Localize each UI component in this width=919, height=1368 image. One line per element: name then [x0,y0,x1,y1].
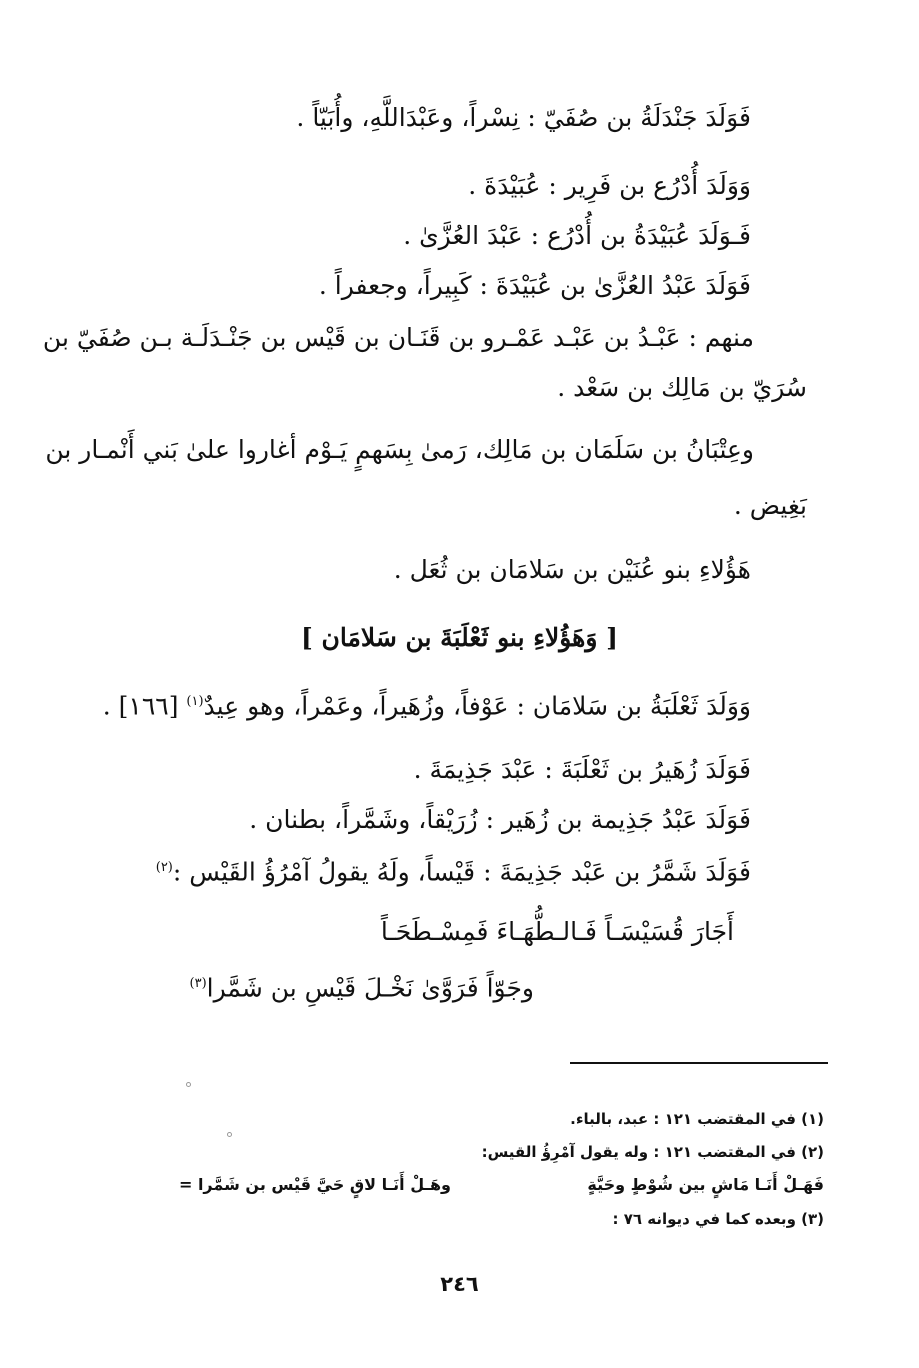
text-line-8: بَغِيض . [733,491,807,520]
verse-line-1: أَجَارَ قُسَيْسَـاً فَـالـطُّهَـاءَ فَمِسْـطَحَـاً [380,917,734,946]
text-line-7: وعِتْبَانُ بن سَلَمَان بن مَالِك، رَمىٰ بِسَهمٍ يَـوْم أغاروا علىٰ بَني أَنْمـار بن [45,435,754,464]
text-line-6: سُرَيّ بن مَالِك بن سَعْد . [557,373,807,402]
footnote-2-hemistich-1: فَهَـلْ أَنَـا مَاشٍ بين شُوْطٍ وحَيَّةٍ [587,1175,824,1194]
section-heading: [ وَهَؤُلاءِ بنو ثَعْلَبَةَ بن سَلامَان ] [301,623,618,652]
text-line-5: منهم : عَبْـدُ بن عَبْـد عَمْـرو بن قَنَـان بن قَيْس بن جَنْـدَلَـة بـن صُفَيّ بن [42,323,754,352]
footnote-separator [570,1062,828,1064]
scan-speck [227,1132,232,1137]
text-line-12: فَوَلَدَ عَبْدُ جَذِيمة بن زُهَير : زُرَيْقاً، وشَمَّراً، بطنان . [249,805,751,834]
footnote-ref-1: (١) [186,694,204,709]
verse-line-2 [190,966,535,1006]
text-line-13 [156,850,751,890]
scan-speck [186,1082,191,1087]
footnote-2-hemistich-2: وهَـلْ أَنَـا لاقٍ حَيَّ قَيْس بن شَمَّرا = [178,1175,451,1194]
text-line-13-main: فَوَلَدَ شَمَّرُ بن عَبْد جَذِيمَةَ : قَيْساً، ولَهُ يقولُ آمْرُؤُ القَيْس : [172,857,751,887]
footnote-2: (٢) في المقتضب ١٢١ : وله يقول آمْرِؤُ القيس: [481,1143,824,1161]
footnote-3: (٣) وبعده كما في ديوانه ٧٦ : [612,1210,824,1228]
text-line-10 [103,684,751,724]
verse-line-2-text: وجَوّاً فَرَوَّىٰ نَخْـلَ قَيْسِ بن شَمَّرا [206,973,534,1003]
text-line-3: فَـوَلَدَ عُبَيْدَةُ بن أُدْرُع : عَبْدَ العُزَّىٰ . [403,221,751,250]
footnote-ref-2: (٢) [155,860,173,875]
footnote-ref-3: (٣) [189,976,207,991]
text-line-10-tail: [١٦٦] . [102,691,179,721]
text-line-10-main: وَوَلَدَ ثَعْلَبَةُ بن سَلامَان : عَوْفاً، وزُهَيراً، وعَمْراً، وهو عِيدٌ [203,691,751,721]
text-line-1: فَوَلَدَ جَنْدَلَةُ بن صُفَيّ : نِسْراً، وعَبْدَاللَّهِ، وأُبَيّاً . [296,103,751,132]
text-line-4: فَوَلَدَ عَبْدُ العُزَّىٰ بن عُبَيْدَةَ : كَبِيراً، وجعفراً . [318,271,751,300]
page-number: ٢٤٦ [440,1272,479,1296]
text-line-11: فَوَلَدَ زُهَيرُ بن ثَعْلَبَةَ : عَبْدَ جَذِيمَةَ . [413,755,751,784]
text-line-2: وَوَلَدَ أُدْرُع بن فَرِير : عُبَيْدَةَ . [468,171,751,200]
footnote-1: (١) في المقتضب ١٢١ : عبد، بالباء. [570,1110,824,1128]
text-line-9: هَؤُلاءِ بنو عُنَيْن بن سَلامَان بن ثُعَل . [393,555,751,584]
